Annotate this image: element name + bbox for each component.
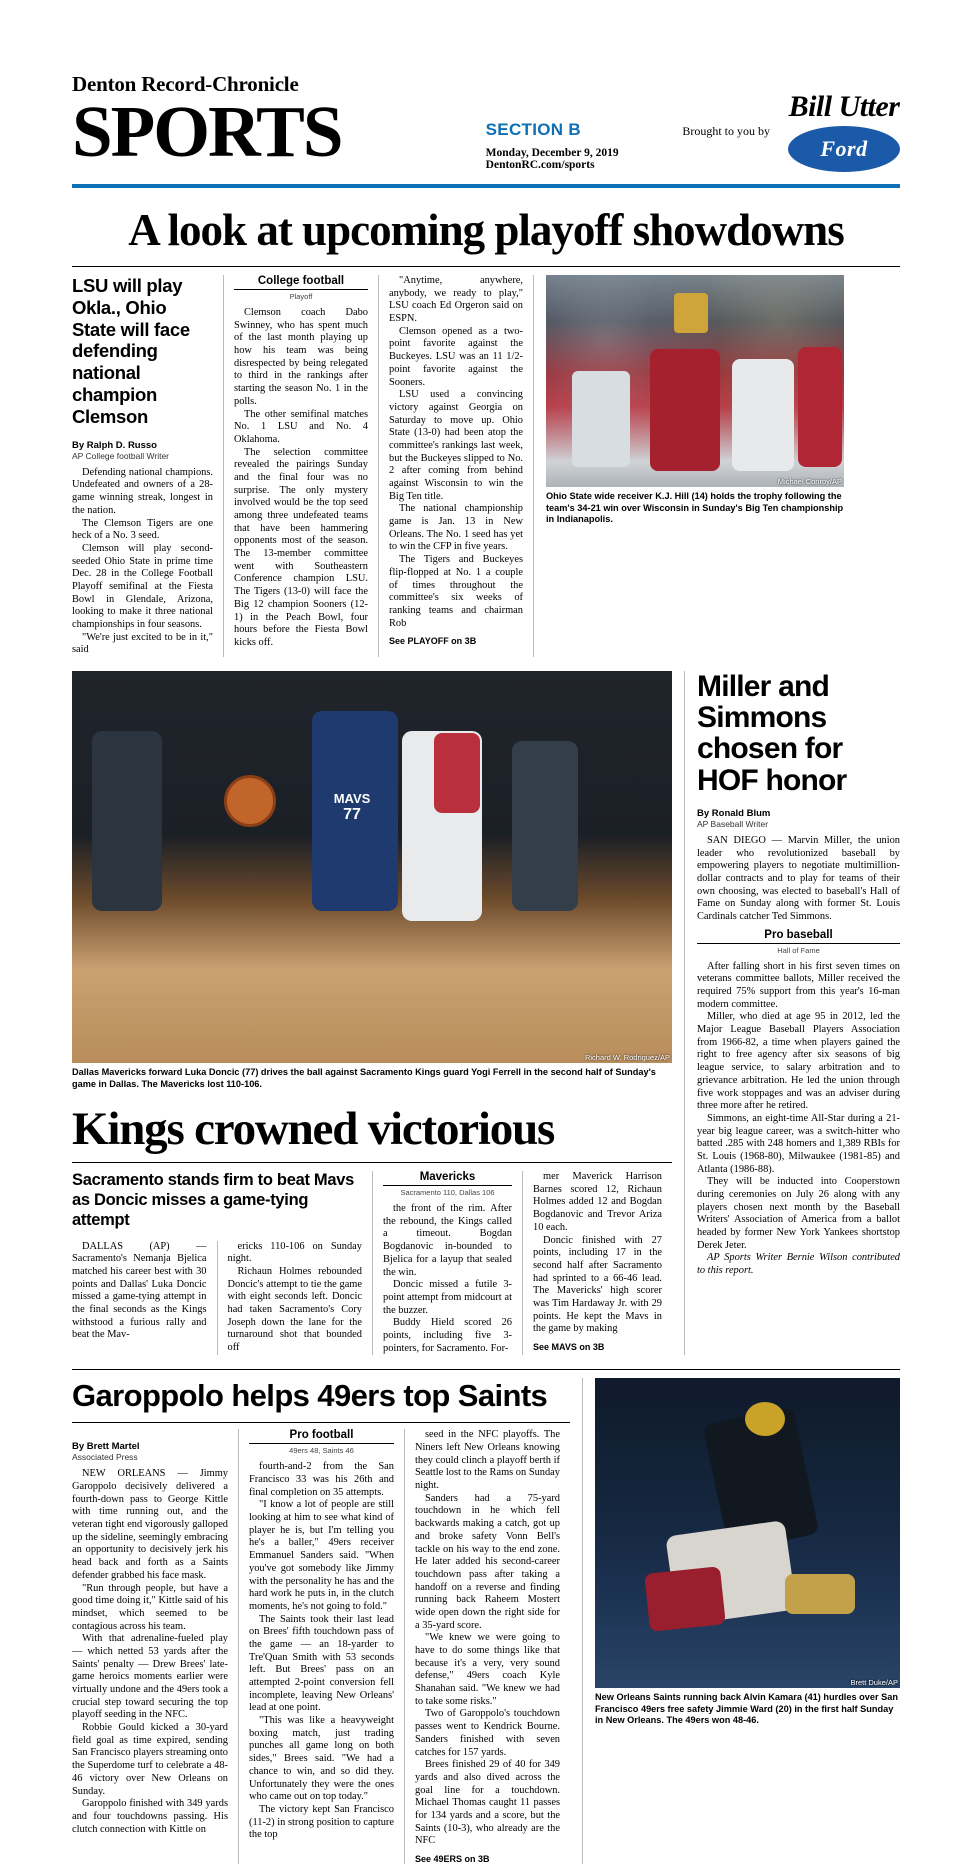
paragraph: Clemson coach Dabo Swinney, who has spent much of the last month playing up how his team was being disrespected by being relegated to third in the rankings after starting the season No. 1 in the polls. [234,307,368,407]
photo-caption: Ohio State wide receiver K.J. Hill (14) holds the trophy following the team's 34-21 win over Wisconsin in Sunday's Big Ten championship in Indianapolis. [546,491,844,524]
paragraph: Brees finished 29 of 40 for 349 yards and also dived across the goal line for a touchdown. Michael Thomas caught 11 passes for 134 yards and a score, but the Saints (10-3), who already are the NFC [415,1759,560,1847]
niners-columns [72,1429,570,1864]
paragraph: SAN DIEGO — Marvin Miller, the union leader who revolutionized baseball by empowering players to negotiate multimillion-dollar contracts and to play for teams of their own choosing, was elected to baseball's Hall of Fame on Sunday along with former St. Louis Cardinals catcher Ted Simmons. [697,834,900,922]
lead-photo [546,275,844,487]
hof-kicker-title: Pro baseball [764,928,833,941]
niners-headline: Garoppolo helps 49ers top Saints [72,1378,548,1414]
niners-kicker-sub: 49ers 48, Saints 46 [289,1446,354,1456]
paragraph: seed in the NFC playoffs. The Niners left New Orleans knowing they could clinch a playoff berth if Seattle lost to the Rams on Sunday night. [415,1429,560,1492]
mavs-kicker-sub: Sacramento 110, Dallas 106 [400,1188,495,1198]
paragraph: ericks 110-106 on Sunday night. [227,1240,362,1265]
niners-rule [72,1422,570,1423]
lead-column-3 [379,275,534,657]
niners-column-3 [404,1429,570,1864]
paragraph: "This was like a heavyweight boxing match, just trading punches all game long on both sides," Brees said. "We had a chance to win, and so did they. Unfortunately they were the ones who came out on top today." [249,1715,394,1803]
paragraph: fourth-and-2 from the San Francisco 33 was his 26th and final completion on 35 attempts. [249,1461,394,1498]
paragraph: The Saints took their last lead on Brees' fifth touchdown pass of the game — an 18-yarder to Tre'Quan Smith with 53 seconds left. But Brees' pass on an attempted 2-point conversion fell incomplete, leaving New Orleans' lead at one point. [249,1613,394,1714]
jump-line[interactable]: See MAVS on 3B [533,1342,605,1353]
paragraph: With that adrenaline-fueled play — which netted 53 yards after the Saints' penalty — Drew Brees' late-game heroics moments earlier were virtually undone and the 49ers took a crucial step toward securing the top playoff seeding in the NFC. [72,1633,228,1721]
paragraph: "We're just excited to be in it," said [72,631,213,656]
lead-column-2 [224,275,379,657]
masthead [72,72,900,172]
niners-column-2 [238,1429,404,1864]
paragraph: "I know a lot of people are still looking at him to see what kind of player he is, but I'm telling you he's a baller," 49ers receiver Emmanuel Sanders said. "When you've got somebody like Jimmy with the personality he has and the hard work he puts in, in the clutch moments, he's not going to fold." [249,1499,394,1612]
photo-credit: Michael Conroy/AP [777,477,842,486]
lead-kicker-title: College football [257,275,345,287]
paragraph: the front of the rim. After the rebound, the Kings called a timeout. Bogdan Bogdanovic in-bounded to Bjelica for a layup that sealed the win. [383,1203,512,1278]
paragraph: The victory kept San Francisco (11-2) in strong position to capture the top [249,1803,394,1841]
jump-line[interactable]: See 49ERS on 3B [415,1854,490,1864]
hof-headline: Miller and Simmons chosen for HOF honor [697,670,847,797]
paragraph: LSU used a convincing victory against Georgia on Saturday to move up. Ohio State (13-0) had been atop the committee's rankings last week, but the Buckeyes slipped to No. 2 after coming from behind against Wisconsin to win the Big Ten title. [389,389,523,502]
paragraph: mer Maverick Harrison Barnes scored 12, Richaun Holmes added 12 and Bogdan Bogdanovic and Trevor Ariza 10 each. [533,1171,662,1233]
niners-column-1 [72,1429,238,1864]
mavs-column-3 [372,1171,522,1355]
paragraph: The other semifinal matches No. 1 LSU and No. 4 Oklahoma. [234,408,368,445]
sponsor-name: Bill Utter [788,90,900,123]
mavs-story [72,671,672,1355]
niners-kicker-title: Pro football [289,1429,354,1442]
ford-oval-icon [788,126,900,172]
photo-caption: New Orleans Saints running back Alvin Kamara (41) hurdles over San Francisco 49ers free safety Jimmie Ward (20) in the first half Sunday in New Orleans. The 49ers won 48-46. [595,1692,898,1726]
paragraph: The Clemson Tigers are one heck of a No. 3 seed. [72,517,213,542]
niners-photo-column [582,1378,900,1864]
lead-headline: A look at upcoming playoff showdowns [128,205,844,255]
hof-kicker [697,929,900,944]
paragraph: After falling short in his first seven times on veterans committee ballots, Miller received the required 75% support from this year's 16-man modern committee. [697,960,900,1010]
niners-story [72,1378,570,1864]
paragraph: The selection committee revealed the pairings Sunday and the final four was no surprise. The only mystery involved would be the top seed among three undefeated teams that have been hammering opponents most of the season. The 13-member committee went with Southeastern Conference champion LSU. The Tigers (13-0) will face the Big 12 champion Sooners (12-1) in the Peach Bowl, four hours before the Fiesta Bowl kicks off. [234,446,368,648]
paragraph: Simmons, an eight-time All-Star during a 21-year big league career, was a switch-hitter who batted .285 with 248 homers and 1,389 RBIs for St. Louis (1968-80), Milwaukee (1981-85) and Atlanta (1986-88). [697,1112,900,1175]
paragraph: Sanders had a 75-yard touchdown in he which fell backwards making a catch, got up and broke safety Vonn Bell's tackle on his way to the end zone. He later added his second-career touchdown pass after taking a handoff on a reverse and finding running back Raheem Mostert wide open down the right side for a 35-yard score. [415,1492,560,1631]
jump-line[interactable]: See PLAYOFF on 3B [389,636,477,647]
headline-rule [72,266,900,267]
mavs-column-4 [522,1171,672,1355]
photo-caption: Dallas Mavericks forward Luka Doncic (77) drives the ball against Sacramento Kings guard Yogi Ferrell in the second half of Sunday's game in Dallas. The Mavericks lost 110-106. [72,1067,656,1089]
paragraph: DALLAS (AP) — Sacramento's Nemanja Bjelica matched his career best with 30 points and Dallas' Luka Doncic missed a game-tying attempt in the final seconds as the Kings withstood a furious rally and beat the Mav- [72,1240,207,1341]
middle-section [72,671,900,1355]
lead-byline-sub: AP College football Writer [72,450,170,461]
paragraph: "Run through people, but have a good time doing it," Kittle said of his mindset, which seemed to be contagious across his team. [72,1582,228,1632]
section-word: SPORTS [72,91,342,172]
paragraph: Clemson opened as a two-point favorite against the Buckeyes. LSU was an 11 1/2-point favorite against the Sooners. [389,325,523,388]
brought-to-you-by: Brought to you by [682,123,770,138]
paragraph: Buddy Hield scored 26 points, including five 3-pointers, for Sacramento. For- [383,1317,512,1354]
mavs-photo: MAVS 77 Richard W. Rodriguez/AP [72,671,672,1063]
lead-byline: By Ralph D. Russo [72,439,157,451]
section-letter: SECTION B [485,120,581,139]
paragraph: The Tigers and Buckeyes flip-flopped at No. 1 a couple of times throughout the committee's six weeks of ranking teams and chairman Rob [389,554,523,629]
paragraph: Doncic finished with 27 points, including 17 in the second half after Sacramento had sprinted to a 66-46 lead. The Mavericks' high scorer was Tim Hardaway Jr. with 29 points. He kept the Mavs in the game by making [533,1234,662,1335]
paragraph: "Anytime, anywhere, anybody, we ready to play," LSU coach Ed Orgeron said on ESPN. [389,275,523,325]
lead-column-1 [72,275,224,657]
paragraph: They will be inducted into Cooperstown during ceremonies on July 26 along with any players chosen next month by the Baseball Writers' Association of America from a ballot headed by former New York Yankees shortstop Derek Jeter. [697,1176,900,1251]
niners-byline: By Brett Martel [72,1441,140,1453]
paragraph: Robbie Gould kicked a 30-yard field goal as time expired, sending San Francisco players streaming onto the Superdome turf to celebrate a 48-46 victory over New Orleans on Sunday. [72,1722,228,1797]
mavs-rule [72,1162,672,1163]
hof-byline-sub: AP Baseball Writer [697,818,769,829]
niners-byline-sub: Associated Press [72,1452,138,1463]
mavs-kicker-title: Mavericks [419,1171,476,1184]
mavs-kicker [383,1171,512,1186]
hof-byline: By Ronald Blum [697,807,771,819]
photo-credit: Brett Duke/AP [850,1678,898,1688]
niners-photo [595,1378,900,1688]
lead-story [72,275,900,657]
paragraph: The national championship game is Jan. 13 in New Orleans. The No. 1 seed has yet to win the CFP in five years. [389,503,523,553]
contributor-note: AP Sports Writer Bernie Wilson contributed to this report. [697,1252,900,1277]
masthead-sponsor [682,90,900,172]
masthead-rule [72,184,900,188]
mavs-headline: Kings crowned victorious [72,1103,555,1156]
mavs-subhead-col [72,1171,372,1355]
hof-story [684,671,900,1355]
lead-kicker [234,275,368,290]
masthead-url: DentonRC.com/sports [485,159,595,171]
paragraph: NEW ORLEANS — Jimmy Garoppolo decisively delivered a fourth-down pass to George Kittle with time running out, and the veteran tight end vigorously galloped up the sideline, seemingly embracing an opportunity to decisively jerk his head back and forth as a Saints defender grabbed his face mask. [72,1468,228,1581]
lead-photo-column [534,275,844,657]
paragraph: Two of Garoppolo's touchdown passes went to Kendrick Bourne. Sanders finished with seven catches for 157 yards. [415,1708,560,1758]
paragraph: Clemson will play second-seeded Ohio State in prime time Dec. 28 in the College Football Playoff semifinal at the Fiesta Bowl in Glendale, Arizona, looking to make it three national championships in four seasons. [72,542,213,631]
sponsor-logo [788,90,900,172]
lead-deck: LSU will play Okla., Ohio State will face defending national champion Clemson [72,275,190,427]
masthead-date: Monday, December 9, 2019 [485,147,619,159]
masthead-middle [486,120,619,171]
paragraph: "We knew we were going to have to do some things like that because it's a very, very sound defense," 49ers coach Kyle Shanahan said. "We knew we had to take some risks." [415,1632,560,1707]
niners-section [72,1369,900,1864]
paragraph: Garoppolo finished with 349 yards and four touchdowns passing. His clutch connection with Kittle on [72,1798,228,1835]
photo-credit: Richard W. Rodriguez/AP [584,1053,670,1063]
niners-kicker [249,1429,394,1444]
sponsor-brand: Ford [820,136,868,161]
mavs-subhead: Sacramento stands firm to beat Mavs as Doncic misses a game-tying attempt [72,1171,355,1229]
paper-name: Denton Record-Chronicle [72,72,299,96]
paragraph: Defending national champions. Undefeated and owners of a 28-game winning streak, longest in the nation. [72,466,213,516]
paragraph: Miller, who died at age 95 in 2012, led the Major League Baseball Players Association from 1966-82, a time when players gained the right to free agency after six seasons of big league service, to salary arbitration and to grievance arbitration. He led the union through five work stoppages and was an adviser during three more after he retired. [697,1011,900,1112]
lead-kicker-sub: Playoff [289,292,313,301]
paragraph: Doncic missed a futile 3-point attempt from midcourt at the buzzer. [383,1279,512,1316]
paragraph: Richaun Holmes rebounded Doncic's attempt to tie the game with eight seconds left. Doncic had taken Sacramento's Cory Joseph down the lane for the turnaround shot that bounded off [227,1265,362,1353]
hof-kicker-sub: Hall of Fame [777,945,820,955]
mavs-columns [72,1171,672,1355]
